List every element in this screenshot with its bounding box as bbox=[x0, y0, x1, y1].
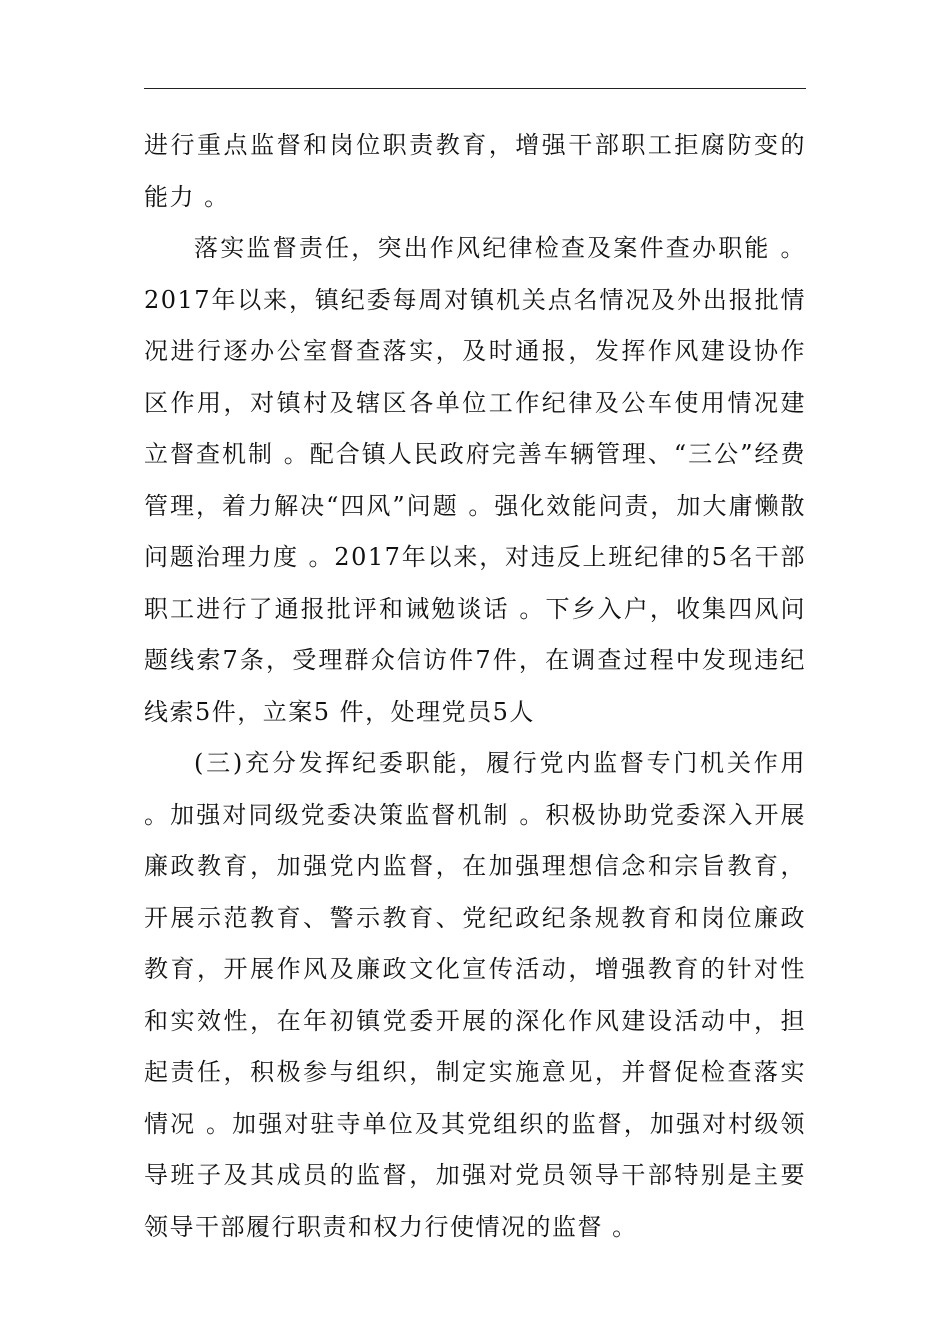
paragraph-supervision-responsibility: 落实监督责任，突出作风纪律检查及案件查办职能 。2017年以来，镇纪委每周对镇机关点名情况及外出报批情况进行逐办公室督查落实，及时通报，发挥作风建设协作区作用，对镇村及辖区各单位工作纪律及公车使用情况建立督查机制 。配合镇人民政府完善车辆管理、“三公”经费管理，着力解决“四风”问题 。强化效能问责，加大庸懒散问题治理力度 。2017年以来，对违反上班纪律的5名干部职工进行了通报批评和诫勉谈话 。下乡入户，收集四风问题线索7条，受理群众信访件7件，在调查过程中发现违纪线索5件，立案5 件，处理党员5人 bbox=[144, 234, 806, 726]
header-rule bbox=[144, 88, 806, 89]
document-body bbox=[144, 120, 806, 1253]
paragraph-section-three: (三)充分发挥纪委职能，履行党内监督专门机关作用 。加强对同级党委决策监督机制 。积极协助党委深入开展廉政教育，加强党内监督，在加强理想信念和宗旨教育，开展示范教育、警示教育、党纪政纪条规教育和岗位廉政教育，开展作风及廉政文化宣传活动，增强教育的针对性和实效性，在年初镇党委开展的深化作风建设活动中，担起责任，积极参与组织，制定实施意见，并督促检查落实情况 。加强对驻寺单位及其党组织的监督，加强对村级领导班子及其成员的监督，加强对党员领导干部特别是主要领导干部履行职责和权力行使情况的监督 。 bbox=[144, 749, 806, 1241]
paragraph-continuation: 进行重点监督和岗位职责教育，增强干部职工拒腐防变的能力 。 bbox=[144, 131, 806, 211]
